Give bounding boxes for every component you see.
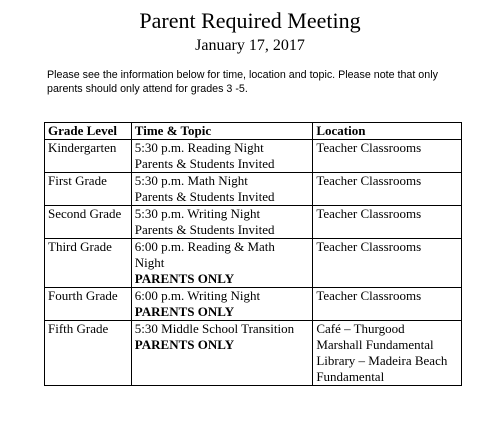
time-topic-line: 5:30 p.m. Reading Night (134, 140, 264, 155)
schedule-table (44, 122, 462, 386)
meeting-date: January 17, 2017 (195, 37, 305, 54)
grade-cell (45, 140, 132, 173)
table-row (45, 206, 462, 239)
parents-only-label: PARENTS ONLY (134, 337, 235, 352)
grade-cell (45, 321, 132, 386)
intro-line: Please see the information below for time, location and topic. Please note that only (47, 69, 438, 81)
location-line: Library – Madeira Beach (316, 353, 448, 368)
grade-text: Third Grade (48, 239, 112, 254)
page-title: Parent Required Meeting (139, 8, 361, 33)
location-line: Café – Thurgood (316, 321, 405, 336)
time-topic-line: Parents & Students Invited (134, 222, 275, 237)
table-row (45, 321, 462, 386)
grade-text: First Grade (48, 173, 107, 188)
time-topic-line: 5:30 p.m. Math Night (134, 173, 248, 188)
intro-paragraph (47, 68, 477, 96)
header-time-topic: Time & Topic (131, 123, 313, 140)
location-line: Teacher Classrooms (316, 239, 422, 254)
time-topic-line: Parents & Students Invited (134, 156, 275, 171)
location-line: Fundamental (316, 369, 385, 384)
time-topic-cell (131, 288, 313, 321)
grade-cell (45, 206, 132, 239)
table-row (45, 140, 462, 173)
time-topic-cell (131, 321, 313, 386)
location-cell (313, 239, 462, 288)
time-topic-line: Night (134, 255, 165, 270)
location-cell (313, 140, 462, 173)
time-topic-line: Parents & Students Invited (134, 189, 275, 204)
time-topic-line: 6:00 p.m. Writing Night (134, 288, 261, 303)
location-line: Teacher Classrooms (316, 288, 422, 303)
intro-line: parents should only attend for grades 3 -5. (47, 83, 248, 95)
location-line: Teacher Classrooms (316, 140, 422, 155)
parents-only-label: PARENTS ONLY (134, 304, 235, 319)
grade-cell (45, 173, 132, 206)
table-row (45, 239, 462, 288)
header-location: Location (313, 123, 462, 140)
table-row (45, 288, 462, 321)
grade-text: Second Grade (48, 206, 122, 221)
grade-text: Fourth Grade (48, 288, 118, 303)
location-cell (313, 288, 462, 321)
location-line: Teacher Classrooms (316, 206, 422, 221)
header-grade-level: Grade Level (45, 123, 132, 140)
time-topic-cell (131, 173, 313, 206)
location-line: Teacher Classrooms (316, 173, 422, 188)
time-topic-cell (131, 239, 313, 288)
grade-text: Kindergarten (48, 140, 117, 155)
grade-cell (45, 239, 132, 288)
time-topic-line: 5:30 p.m. Writing Night (134, 206, 261, 221)
time-topic-line: 5:30 Middle School Transition (134, 321, 295, 336)
time-topic-line: 6:00 p.m. Reading & Math (134, 239, 275, 254)
grade-cell (45, 288, 132, 321)
time-topic-cell (131, 140, 313, 173)
time-topic-cell (131, 206, 313, 239)
location-cell (313, 173, 462, 206)
grade-text: Fifth Grade (48, 321, 109, 336)
location-line: Marshall Fundamental (316, 337, 434, 352)
table-header-row (45, 123, 462, 140)
location-cell (313, 206, 462, 239)
table-row (45, 173, 462, 206)
location-cell (313, 321, 462, 386)
parents-only-label: PARENTS ONLY (134, 271, 235, 286)
